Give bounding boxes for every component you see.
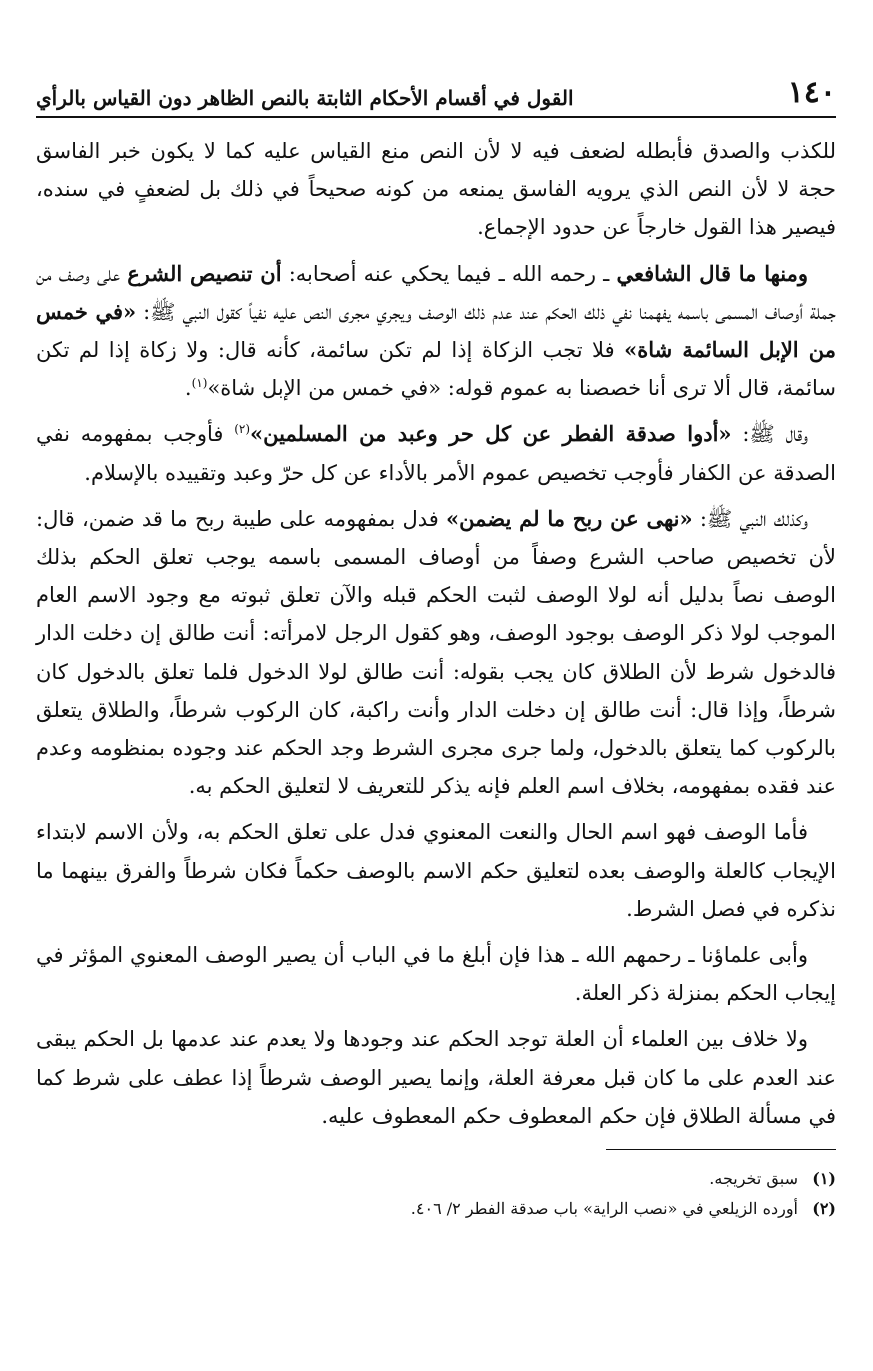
paragraph — [36, 936, 836, 1012]
text-run: ـ رحمه الله ـ فيما يحكي عنه أصحابه: — [281, 261, 617, 286]
footnote-number: (١) — [812, 1169, 836, 1189]
text-run: وقال ﷺ: — [731, 422, 808, 447]
paragraph — [36, 500, 836, 806]
book-page — [36, 70, 836, 1224]
bold-text: أن تنصيص الشرع — [127, 260, 282, 286]
paragraph — [36, 1020, 836, 1135]
footnotes — [36, 1164, 836, 1224]
paragraph — [36, 415, 836, 491]
paragraph — [36, 132, 836, 247]
text-run: ولا خلاف بين العلماء أن العلة توجد الحكم عند وجودها ولا يعدم عند عدمها بل الحكم يبقى عند العدم على ما كان قبل معرفة العلة، وإنما يصير الوصف شرطاً إذا عطف على شرط كما في مسألة الطلاق فإن حكم المعطوف حكم المعطوف عليه. — [36, 1027, 836, 1128]
page-body — [36, 132, 836, 1135]
text-run: وأبى علماؤنا ـ رحمهم الله ـ هذا فإن أبلغ ما في الباب أن يصير الوصف المعنوي المؤثر في إيجاب الحكم بمنزلة ذكر العلة. — [36, 943, 836, 1006]
bold-text: «في خمس من الإبل السائمة شاة» — [36, 298, 836, 363]
paragraph — [36, 813, 836, 928]
text-run: فأوجب بمفهومه نفي الصدقة عن الكفار فأوجب تخصيص عموم الأمر بالأداء عن كل حرّ وعبد وتقييده بالإسلام. — [36, 422, 836, 485]
footnote — [36, 1194, 836, 1224]
text-run: فأما الوصف فهو اسم الحال والنعت المعنوي فدل على تعلق الحكم به، ولأن الاسم لابتداء الإيجاب كالعلة والوصف بعده لتعليق حكم الاسم بالوصف حكماً فكان شرطاً والفرق بينهما ما نذكره في فصل الشرط. — [36, 820, 836, 921]
bold-text: ومنها ما قال الشافعي — [616, 260, 808, 286]
footnote-number: (٢) — [812, 1199, 836, 1219]
text-run: فدل بمفهومه على طيبة ربح ما قد ضمن، قال: لأن تخصيص صاحب الشرع وصفاً من أوصاف المسمى باسمه يوجب تعلق الحكم بذلك الوصف نصاً بدليل أنه لولا الوصف لثبت الحكم قبله والآن تعلق ثبوته مع وجود الاسم العام الموجب لولا ذكر الوصف بوجود الوصف، وهو كقول الرجل لامرأته: أنت طالق إن دخلت الدار فالدخول شرط لأن الطلاق كان يجب بقوله: أنت طالق لولا الدخول فلما تعلق بالدخول كان شرطاً، وإذا قال: أنت طالق إن دخلت الدار وأنت راكبة، كان الركوب شرطاً، والطلاق يتعلق بالركوب كما يتعلق بالدخول، ولما جرى مجرى الشرط وجد الحكم عند وجوده بمنظومه وعدم عند فقده بمفهومه، بخلاف اسم العلم فإنه يذكر للتعريف لا لتعليق الحكم به. — [36, 506, 836, 799]
text-run: وكذلك النبي ﷺ: — [692, 506, 808, 531]
text-run: . — [184, 376, 192, 401]
page-header — [36, 70, 836, 118]
text-run: فلا تجب الزكاة إذا لم تكن سائمة، كأنه قال: ولا زكاة إذا لم تكن سائمة، قال ألا ترى أنا خصصنا به عموم قوله: «في خمس من الإبل شاة» — [36, 338, 836, 401]
footnote-text: سبق تخريجه. — [709, 1169, 798, 1189]
footnote-text: أورده الزيلعي في «نصب الراية» باب صدقة الفطر ٢/ ٤٠٦. — [410, 1199, 798, 1219]
bold-text: «أدوا صدقة الفطر عن كل حر وعبد من المسلمين» — [250, 421, 732, 447]
footnote-divider — [606, 1149, 836, 1150]
text-run: للكذب والصدق فأبطله لضعف فيه لا لأن النص منع القياس عليه كما لا يكون خبر الفاسق حجة لا لأن النص الذي يرويه الفاسق يمنعه من كونه صحيحاً في ذلك بل لضعفٍ في سنده، فيصير هذا القول خارجاً عن حدود الإجماع. — [36, 139, 836, 240]
footnote-ref: (٢) — [234, 422, 251, 437]
running-title: القول في أقسام الأحكام الثابتة بالنص الظاهر دون القياس بالرأي — [36, 86, 574, 110]
paragraph — [36, 255, 836, 408]
footnote-ref: (١) — [191, 376, 208, 391]
footnote — [36, 1164, 836, 1194]
text-run: على وصف من جملة أوصاف المسمى باسمه يفهمنا نفي ذلك الحكم عند عدم ذلك الوصف ويجري مجرى النص عليه نفياً كقول النبي ﷺ: — [36, 261, 836, 324]
bold-text: «نهى عن ربح ما لم يضمن» — [446, 505, 693, 531]
page-number: ١٤٠ — [787, 75, 836, 110]
